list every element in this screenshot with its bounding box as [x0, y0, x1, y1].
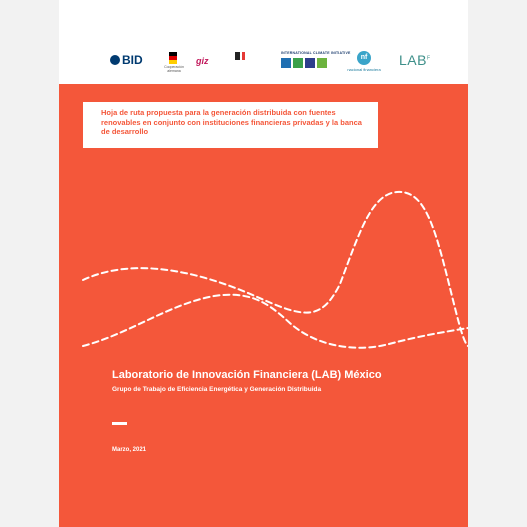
bid-logo: [110, 53, 143, 67]
eagle-icon: [235, 52, 240, 60]
nafin-logo: [342, 51, 386, 77]
iki-tile-icon: [305, 58, 315, 68]
german-flag-icon: [169, 52, 177, 64]
divider-dash: [112, 422, 127, 425]
dashed-wave-lines: [59, 84, 468, 527]
cover-panel: [59, 84, 468, 527]
main-title: Laboratorio de Innovación Financiera (LAB) México: [112, 369, 382, 381]
subtitle: Grupo de Trabajo de Eficiencia Energética y Generación Distribuida: [112, 386, 322, 393]
bmu-logo: [235, 50, 275, 74]
lab-logo-text: LAB: [399, 52, 427, 68]
partner-logos-strip: [59, 46, 468, 80]
german-cooperation-logo: [157, 52, 191, 74]
iki-tiles: [281, 58, 334, 68]
lab-logo: [399, 52, 431, 68]
lab-logo-sup: F: [426, 55, 431, 62]
bid-mark-icon: [110, 55, 120, 65]
wave-line-2: [83, 295, 468, 348]
iki-logo: [281, 51, 351, 75]
iki-tile-icon: [281, 58, 291, 68]
german-cooperation-text: Cooperación alemana: [164, 65, 184, 73]
iki-tile-icon: [293, 58, 303, 68]
document-page: [59, 0, 468, 527]
giz-logo-text: giz: [196, 56, 209, 66]
iki-tile-icon: [317, 58, 327, 68]
report-title: Hoja de ruta propuesta para la generación distribuida con fuentes renovables en conjunto con instituciones financieras privadas y la banca de desarrollo: [101, 108, 362, 136]
publication-date: Marzo, 2021: [112, 447, 147, 453]
iki-title: INTERNATIONAL CLIMATE INITIATIVE: [281, 51, 351, 55]
bid-logo-text: BID: [122, 53, 143, 67]
giz-logo: [196, 56, 209, 66]
nafin-name: nacional financiera: [347, 67, 381, 72]
nafin-mark-icon: nf: [357, 51, 371, 65]
flag-bar-icon: [242, 52, 245, 60]
report-title-box: [83, 102, 378, 148]
